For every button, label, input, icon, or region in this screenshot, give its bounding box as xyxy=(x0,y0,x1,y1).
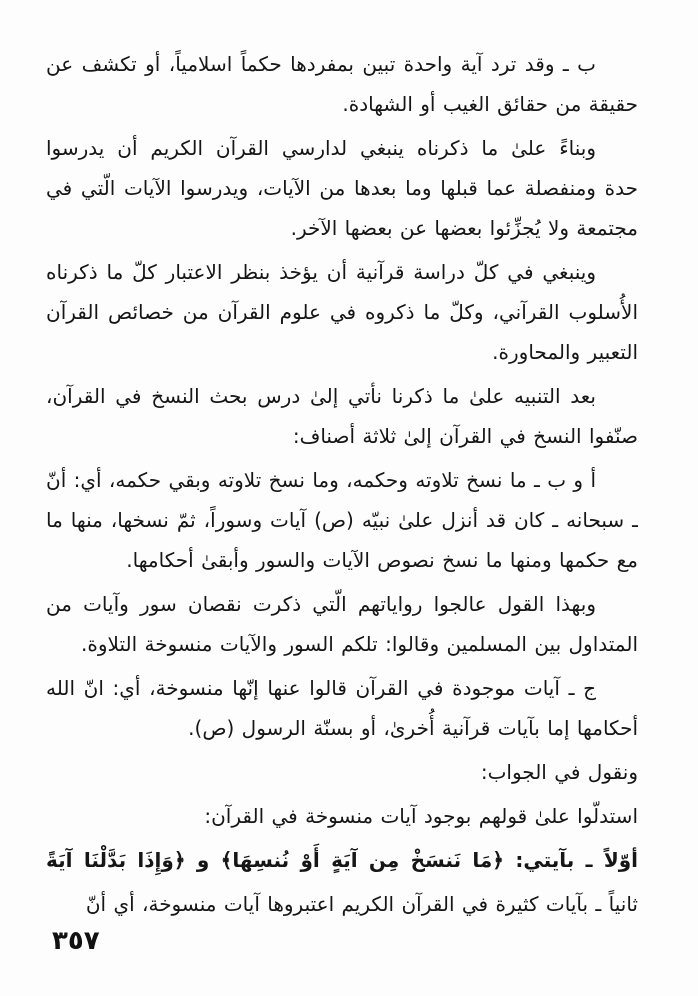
text-line: ـ سبحانه ـ كان قد أنزل علىٰ نبيّه (ص) آيات وسوراً، ثمّ نسخها، منها ما xyxy=(46,508,638,532)
text-line: بعد التنبيه علىٰ ما ذكرنا نأتي إلىٰ درس بحث النسخ في القرآن، xyxy=(46,384,596,408)
text-line: وبهذا القول عالجوا رواياتهم الّتي ذكرت نقصان سور وآيات من xyxy=(46,592,596,616)
text-line: مجتمعة ولا يُجزِّئوا بعضها عن بعضها الآخر. xyxy=(290,216,638,240)
text-line: وينبغي في كلّ دراسة قرآنية أن يؤخذ بنظر الاعتبار كلّ ما ذكرناه xyxy=(46,260,596,284)
text-line: المتداول بين المسلمين وقالوا: تلكم السور والآيات منسوخة التلاوة. xyxy=(81,632,638,656)
text-line: ثانياً ـ بآيات كثيرة في القرآن الكريم اعتبروها آيات منسوخة، أي أنّ xyxy=(85,892,638,916)
body-text xyxy=(46,44,638,924)
text-line: أحكامها إما بآيات قرآنية أُخرىٰ، أو بسنّة الرسول (ص). xyxy=(188,716,638,740)
text-line: وبناءً علىٰ ما ذكرناه ينبغي لدارسي القرآن الكريم أن يدرسوا xyxy=(46,136,596,160)
text-line: حقيقة من حقائق الغيب أو الشهادة. xyxy=(342,92,638,116)
page-number: ٣٥٧ xyxy=(52,926,100,956)
text-line: الأُسلوب القرآني، وكلّ ما ذكروه في علوم القرآن من خصائص القرآن xyxy=(46,300,638,324)
text-line: ب ـ وقد ترد آية واحدة تبين بمفردها حكماً اسلامياً، أو تكشف عن xyxy=(46,52,596,76)
text-line: استدلّوا علىٰ قولهم بوجود آيات منسوخة في القرآن: xyxy=(204,804,638,828)
text-line: التعبير والمحاورة. xyxy=(492,340,638,364)
text-line: مع حكمها ومنها ما نسخ نصوص الآيات والسور وأبقىٰ أحكامها. xyxy=(126,548,638,572)
text-line: حدة ومنفصلة عما قبلها وما بعدها من الآيات، ويدرسوا الآيات الّتي في xyxy=(46,176,638,200)
text-line: ج ـ آيات موجودة في القرآن قالوا عنها إنّها منسوخة، أي: انّ الله xyxy=(46,676,596,700)
text-line-quran-quote: أوّلاً ـ بآيتي: ﴿مَا نَنسَخْ مِن آيَةٍ أَوْ نُنسِهَا﴾ و ﴿وَإِذَا بَدَّلْنَا آيَةً xyxy=(46,848,638,872)
text-line: صنّفوا النسخ في القرآن إلىٰ ثلاثة أصناف: xyxy=(292,424,638,448)
text-line: ونقول في الجواب: xyxy=(480,760,638,784)
text-line: أ و ب ـ ما نسخ تلاوته وحكمه، وما نسخ تلاوته وبقي حكمه، أي: أنّ xyxy=(46,468,596,492)
